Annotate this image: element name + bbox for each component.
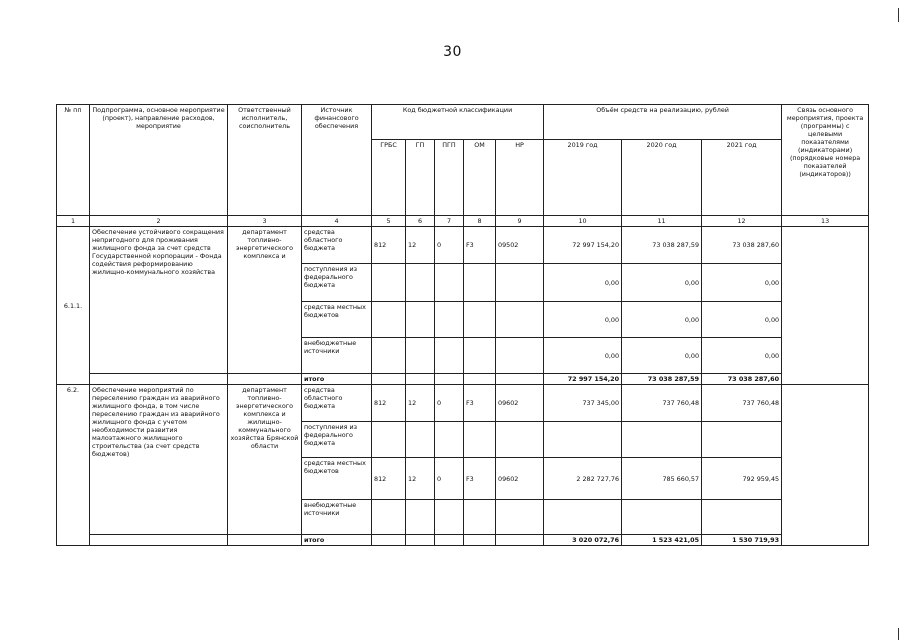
grbs-cell (372, 338, 406, 374)
nr-cell: 09602 (496, 458, 544, 500)
gp-cell (406, 338, 435, 374)
program-text: Обеспечение мероприятий по переселению граждан из аварийного жилищного фонда, в том числе переселению граждан из аварийного жилищного фонда с учетом необходимости развития малоэтажного жилищного строительства (за счет средств бюджетов) (90, 385, 228, 535)
col-number: 1 (57, 216, 90, 227)
col-number: 10 (544, 216, 622, 227)
source-text: средства местных бюджетов (302, 302, 372, 338)
grbs-cell (372, 500, 406, 535)
program-text: Обеспечение устойчивого сокращения непригодного для проживания жилищного фонда за счет средств Государственной корпорации - Фонда содействия реформированию жилищно-коммунального хозяйства (90, 227, 228, 374)
amount-2021: 737 760,48 (702, 385, 782, 422)
header-executor: Ответственный исполнитель, соисполнитель (228, 105, 302, 216)
program-text-empty (90, 535, 228, 546)
amount-2020 (622, 500, 702, 535)
amount-2020 (622, 422, 702, 458)
om-cell (464, 338, 496, 374)
table-row-total (57, 535, 869, 546)
amount-2020: 0,00 (622, 338, 702, 374)
om-cell (464, 500, 496, 535)
nr-cell: 09502 (496, 227, 544, 264)
header-program: Подпрограмма, основное мероприятие (проект), направление расходов, мероприятие (90, 105, 228, 216)
om-cell: F3 (464, 458, 496, 500)
amount-2020: 73 038 287,59 (622, 227, 702, 264)
pgp-cell (435, 302, 464, 338)
nr-cell: 09602 (496, 385, 544, 422)
total-2020: 1 523 421,05 (622, 535, 702, 546)
gp-cell: 12 (406, 385, 435, 422)
amount-2019: 0,00 (544, 302, 622, 338)
grbs-cell: 812 (372, 458, 406, 500)
amount-2021 (702, 500, 782, 535)
nr-cell (496, 264, 544, 302)
amount-2021: 0,00 (702, 264, 782, 302)
row-number: 6.2. (57, 385, 90, 546)
gp-cell (406, 500, 435, 535)
om-cell: F3 (464, 227, 496, 264)
amount-2021 (702, 422, 782, 458)
source-text: средства областного бюджета (302, 227, 372, 264)
amount-2021: 73 038 287,60 (702, 227, 782, 264)
gp-cell (406, 422, 435, 458)
col-number: 5 (372, 216, 406, 227)
amount-2020: 785 660,57 (622, 458, 702, 500)
executor-text: департамент топливно-энергетического комплекса и жилищно-коммунального хозяйства Брянской области (228, 385, 302, 535)
nr-cell (496, 338, 544, 374)
grbs-cell (372, 535, 406, 546)
page-edge-mark-bottom (898, 628, 899, 640)
executor-text-empty (228, 535, 302, 546)
executor-text: департамент топливно-энергетического комплекса и (228, 227, 302, 374)
om-cell: F3 (464, 385, 496, 422)
amount-2020: 0,00 (622, 302, 702, 338)
nr-cell (496, 302, 544, 338)
col-number: 9 (496, 216, 544, 227)
pgp-cell: 0 (435, 385, 464, 422)
om-cell (464, 264, 496, 302)
header-num: № пп (57, 105, 90, 216)
amount-2021: 0,00 (702, 302, 782, 338)
header-budget-code: Код бюджетной классификации (372, 105, 544, 140)
grbs-cell: 812 (372, 227, 406, 264)
amount-2019: 0,00 (544, 338, 622, 374)
source-text: средства местных бюджетов (302, 458, 372, 500)
col-number: 3 (228, 216, 302, 227)
pgp-cell: 0 (435, 458, 464, 500)
header-source: Источник финансового обеспечения (302, 105, 372, 216)
pgp-cell (435, 338, 464, 374)
total-2021: 1 530 719,93 (702, 535, 782, 546)
header-om: ОМ (464, 140, 496, 216)
amount-2019: 0,00 (544, 264, 622, 302)
total-2020: 73 038 287,59 (622, 374, 702, 385)
nr-cell (496, 374, 544, 385)
source-text: поступления из федерального бюджета (302, 264, 372, 302)
nr-cell (496, 422, 544, 458)
col-number: 11 (622, 216, 702, 227)
grbs-cell (372, 302, 406, 338)
source-text: внебюджетные источники (302, 500, 372, 535)
grbs-cell (372, 264, 406, 302)
amount-2020: 737 760,48 (622, 385, 702, 422)
col-number: 13 (782, 216, 869, 227)
page-edge-mark-top (898, 8, 899, 22)
source-text: поступления из федерального бюджета (302, 422, 372, 458)
amount-2019: 72 997 154,20 (544, 227, 622, 264)
header-pgp: ПГП (435, 140, 464, 216)
om-cell (464, 374, 496, 385)
pgp-cell (435, 422, 464, 458)
col-number: 4 (302, 216, 372, 227)
gp-cell (406, 535, 435, 546)
total-2019: 3 020 072,76 (544, 535, 622, 546)
header-2020: 2020 год (622, 140, 702, 216)
gp-cell (406, 264, 435, 302)
amount-2019: 2 282 727,76 (544, 458, 622, 500)
gp-cell: 12 (406, 227, 435, 264)
total-2021: 73 038 287,60 (702, 374, 782, 385)
executor-text-empty (228, 374, 302, 385)
om-cell (464, 422, 496, 458)
amount-2019 (544, 500, 622, 535)
budget-table (56, 104, 869, 546)
page-number: 30 (443, 44, 462, 60)
amount-2019 (544, 422, 622, 458)
total-label: итого (302, 374, 372, 385)
col-number: 7 (435, 216, 464, 227)
pgp-cell (435, 500, 464, 535)
amount-2020: 0,00 (622, 264, 702, 302)
indicator-link-cell (782, 227, 869, 385)
row-number: 6.1.1. (57, 227, 90, 385)
col-number: 8 (464, 216, 496, 227)
pgp-cell (435, 535, 464, 546)
gp-cell (406, 374, 435, 385)
header-2019: 2019 год (544, 140, 622, 216)
amount-2021: 0,00 (702, 338, 782, 374)
header-2021: 2021 год (702, 140, 782, 216)
header-grbs: ГРБС (372, 140, 406, 216)
nr-cell (496, 535, 544, 546)
table-row-total (57, 374, 869, 385)
gp-cell (406, 302, 435, 338)
table-row (57, 385, 869, 422)
col-number: 2 (90, 216, 228, 227)
source-text: средства областного бюджета (302, 385, 372, 422)
source-text: внебюджетные источники (302, 338, 372, 374)
gp-cell: 12 (406, 458, 435, 500)
grbs-cell (372, 422, 406, 458)
total-label: итого (302, 535, 372, 546)
indicator-link-cell (782, 385, 869, 546)
col-number: 12 (702, 216, 782, 227)
header-gp: ГП (406, 140, 435, 216)
program-text-empty (90, 374, 228, 385)
amount-2019: 737 345,00 (544, 385, 622, 422)
amount-2021: 792 959,45 (702, 458, 782, 500)
header-link: Связь основного мероприятия, проекта (программы) с целевыми показателями (индикаторами) (порядковые номера показателей (индикаторов)) (782, 105, 869, 216)
om-cell (464, 535, 496, 546)
header-volume: Объём средств на реализацию, рублей (544, 105, 782, 140)
total-2019: 72 997 154,20 (544, 374, 622, 385)
grbs-cell (372, 374, 406, 385)
nr-cell (496, 500, 544, 535)
grbs-cell: 812 (372, 385, 406, 422)
col-number: 6 (406, 216, 435, 227)
table-row (57, 227, 869, 264)
pgp-cell: 0 (435, 227, 464, 264)
om-cell (464, 302, 496, 338)
pgp-cell (435, 374, 464, 385)
header-nr: НР (496, 140, 544, 216)
pgp-cell (435, 264, 464, 302)
